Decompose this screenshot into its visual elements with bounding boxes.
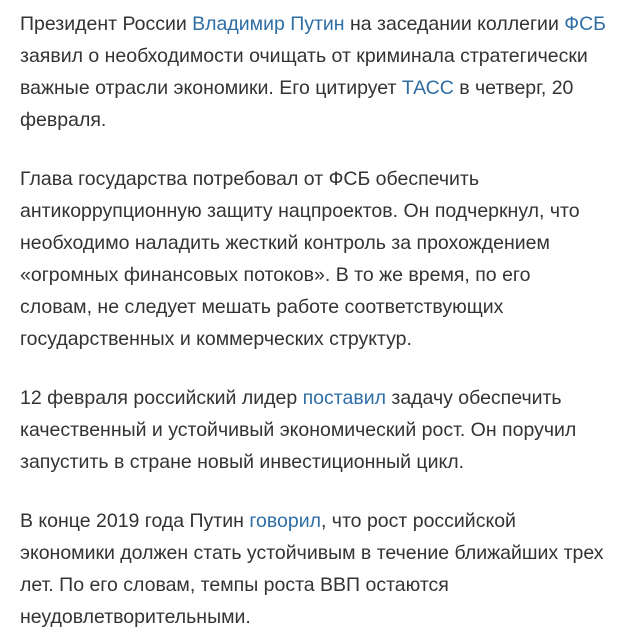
paragraph-1	[20, 8, 606, 136]
text-span: , что рост российской экономики должен стать устойчивым в течение ближайших трех лет. По его словам, темпы роста ВВП остаются неудовлетворительными.	[20, 510, 604, 628]
text-span: в четверг, 20 февраля.	[20, 77, 574, 131]
link-fsb[interactable]: ФСБ	[564, 13, 606, 35]
link-postavil[interactable]: поставил	[302, 387, 386, 409]
paragraph-4	[20, 505, 606, 633]
paragraph-2	[20, 163, 606, 355]
text-span: заявил о необходимости очищать от криминала стратегически важные отрасли экономики. Его цитирует	[20, 45, 588, 99]
link-tass[interactable]: ТАСС	[401, 77, 454, 99]
text-span: задачу обеспечить качественный и устойчивый экономический рост. Он поручил запустить в стране новый инвестиционный цикл.	[20, 387, 577, 473]
link-vladimir-putin[interactable]: Владимир Путин	[192, 13, 345, 35]
paragraph-3	[20, 382, 606, 478]
text-span: 12 февраля российский лидер	[20, 387, 303, 409]
text-span: Глава государства потребовал от ФСБ обеспечить антикоррупционную защиту нацпроектов. Он подчеркнул, что необходимо наладить жесткий контроль за прохождением «огромных финансовых потоков». В то же время, по его словам, не следует мешать работе соответствующих государственных и коммерческих структур.	[20, 168, 580, 350]
link-govoril[interactable]: говорил	[249, 510, 321, 532]
text-span: на заседании коллегии	[344, 13, 565, 35]
text-span: Президент России	[20, 13, 193, 35]
text-span: В конце 2019 года Путин	[20, 510, 250, 532]
